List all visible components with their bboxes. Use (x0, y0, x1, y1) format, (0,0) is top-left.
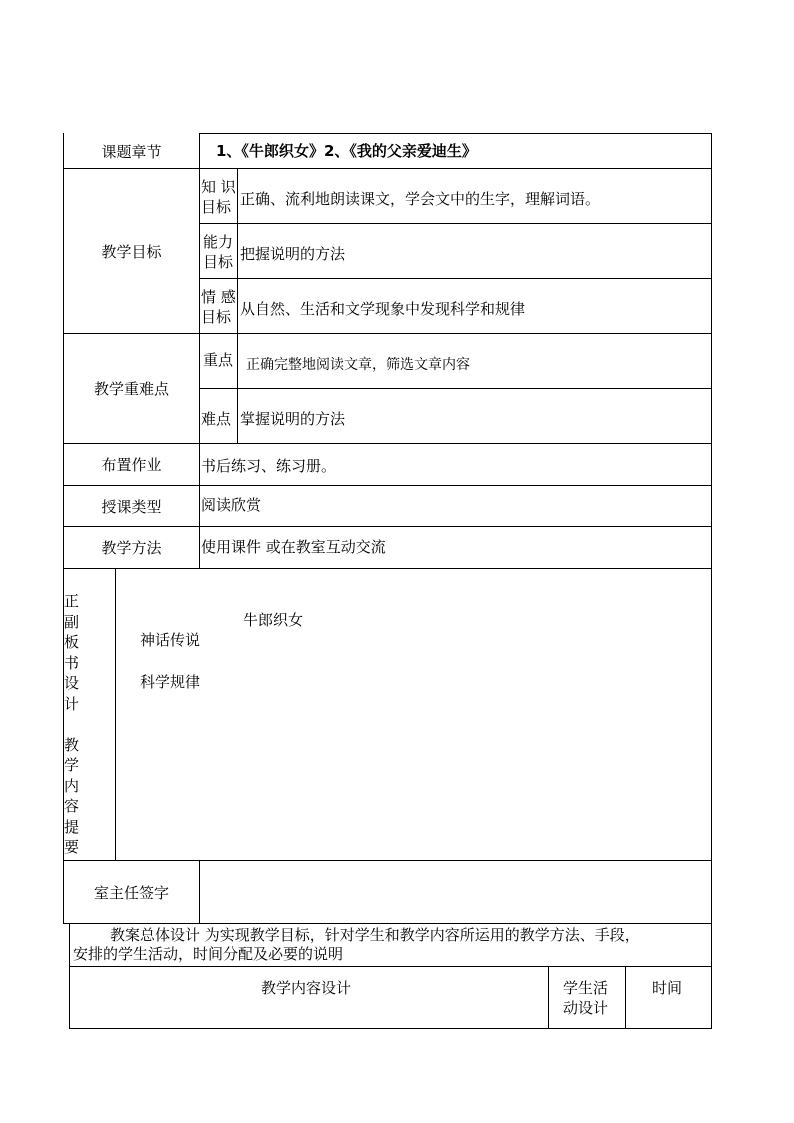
objective-ability-value: 把握说明的方法 (240, 245, 346, 263)
label-char: 正 (64, 592, 80, 610)
objective-ability-label (203, 232, 233, 272)
header-line: 学生活 (563, 979, 609, 997)
label-line: 能力 (203, 233, 234, 251)
grid-line (711, 133, 712, 1029)
label-line: 情 感 (201, 288, 236, 306)
key-points-label: 教学重难点 (93, 380, 169, 398)
grid-line (548, 966, 549, 1029)
grid-line (199, 860, 200, 924)
board-item-myth: 神话传说 (140, 631, 201, 649)
label-char: 内 (64, 776, 80, 795)
objectives-label: 教学目标 (101, 242, 162, 261)
time-header: 时间 (652, 979, 683, 997)
grid-line (63, 923, 712, 924)
student-activity-header (563, 978, 608, 1018)
overall-design-line1: 教案总体设计 为实现教学目标，针对学生和教学内容所运用的教学方法、手段， (110, 926, 640, 944)
key-point-label: 重点 (203, 351, 234, 369)
grid-line (237, 168, 238, 444)
method-value: 使用课件 或在教室互动交流 (201, 538, 386, 556)
label-char: 设 (64, 674, 80, 692)
difficulty-label: 难点 (201, 410, 232, 428)
label-char: 要 (64, 838, 80, 856)
method-label: 教学方法 (101, 539, 162, 557)
objective-knowledge-value: 正确、流利地朗读课文，学会文中的生字，理解词语。 (240, 190, 601, 208)
grid-line (69, 966, 712, 967)
label-char: 提 (64, 817, 80, 836)
difficulty-value: 掌握说明的方法 (240, 410, 346, 428)
label-char: 教 (64, 735, 80, 754)
objective-emotion-value: 从自然、生活和文学现象中发现科学和规律 (240, 300, 526, 318)
grid-line (199, 278, 712, 279)
grid-line (115, 568, 116, 861)
board-design-label (64, 591, 84, 858)
label-char: 书 (64, 653, 80, 672)
label-line: 知 识 (201, 178, 236, 196)
label-char: 板 (64, 633, 80, 651)
signature-label: 室主任签字 (93, 883, 169, 902)
label-char: 副 (64, 612, 80, 631)
lesson-type-value: 阅读欣赏 (201, 496, 262, 514)
grid-line (63, 568, 712, 569)
label-line: 目标 (201, 198, 232, 216)
lesson-title-label: 课题章节 (101, 142, 162, 161)
homework-value: 书后练习、练习册。 (201, 457, 337, 475)
label-char: 学 (64, 756, 80, 774)
label-line: 目标 (201, 308, 232, 326)
homework-label: 布置作业 (101, 456, 162, 474)
objective-emotion-label (201, 287, 236, 327)
lesson-title-value: 1、《牛郎织女》2、《我的父亲爱迪生》 (216, 142, 477, 160)
label-char: 容 (64, 797, 80, 815)
header-line: 动设计 (563, 999, 609, 1017)
overall-design-line2: 安排的学生活动，时间分配及必要的说明 (73, 945, 344, 963)
objective-knowledge-label (201, 177, 236, 217)
grid-line (69, 923, 70, 1029)
lesson-type-label: 授课类型 (101, 497, 162, 516)
label-char (64, 714, 84, 735)
board-title: 牛郎织女 (243, 611, 304, 629)
key-point-value: 正确完整地阅读文章，筛选文章内容 (246, 357, 470, 373)
grid-line (199, 133, 712, 134)
content-design-header: 教学内容设计 (261, 979, 352, 997)
label-line: 目标 (203, 253, 234, 271)
grid-line (199, 223, 712, 224)
grid-line (69, 1028, 712, 1029)
board-item-science: 科学规律 (140, 673, 201, 691)
label-char: 计 (64, 694, 80, 713)
grid-line (625, 966, 626, 1029)
grid-line (199, 388, 712, 389)
grid-line (199, 133, 200, 569)
